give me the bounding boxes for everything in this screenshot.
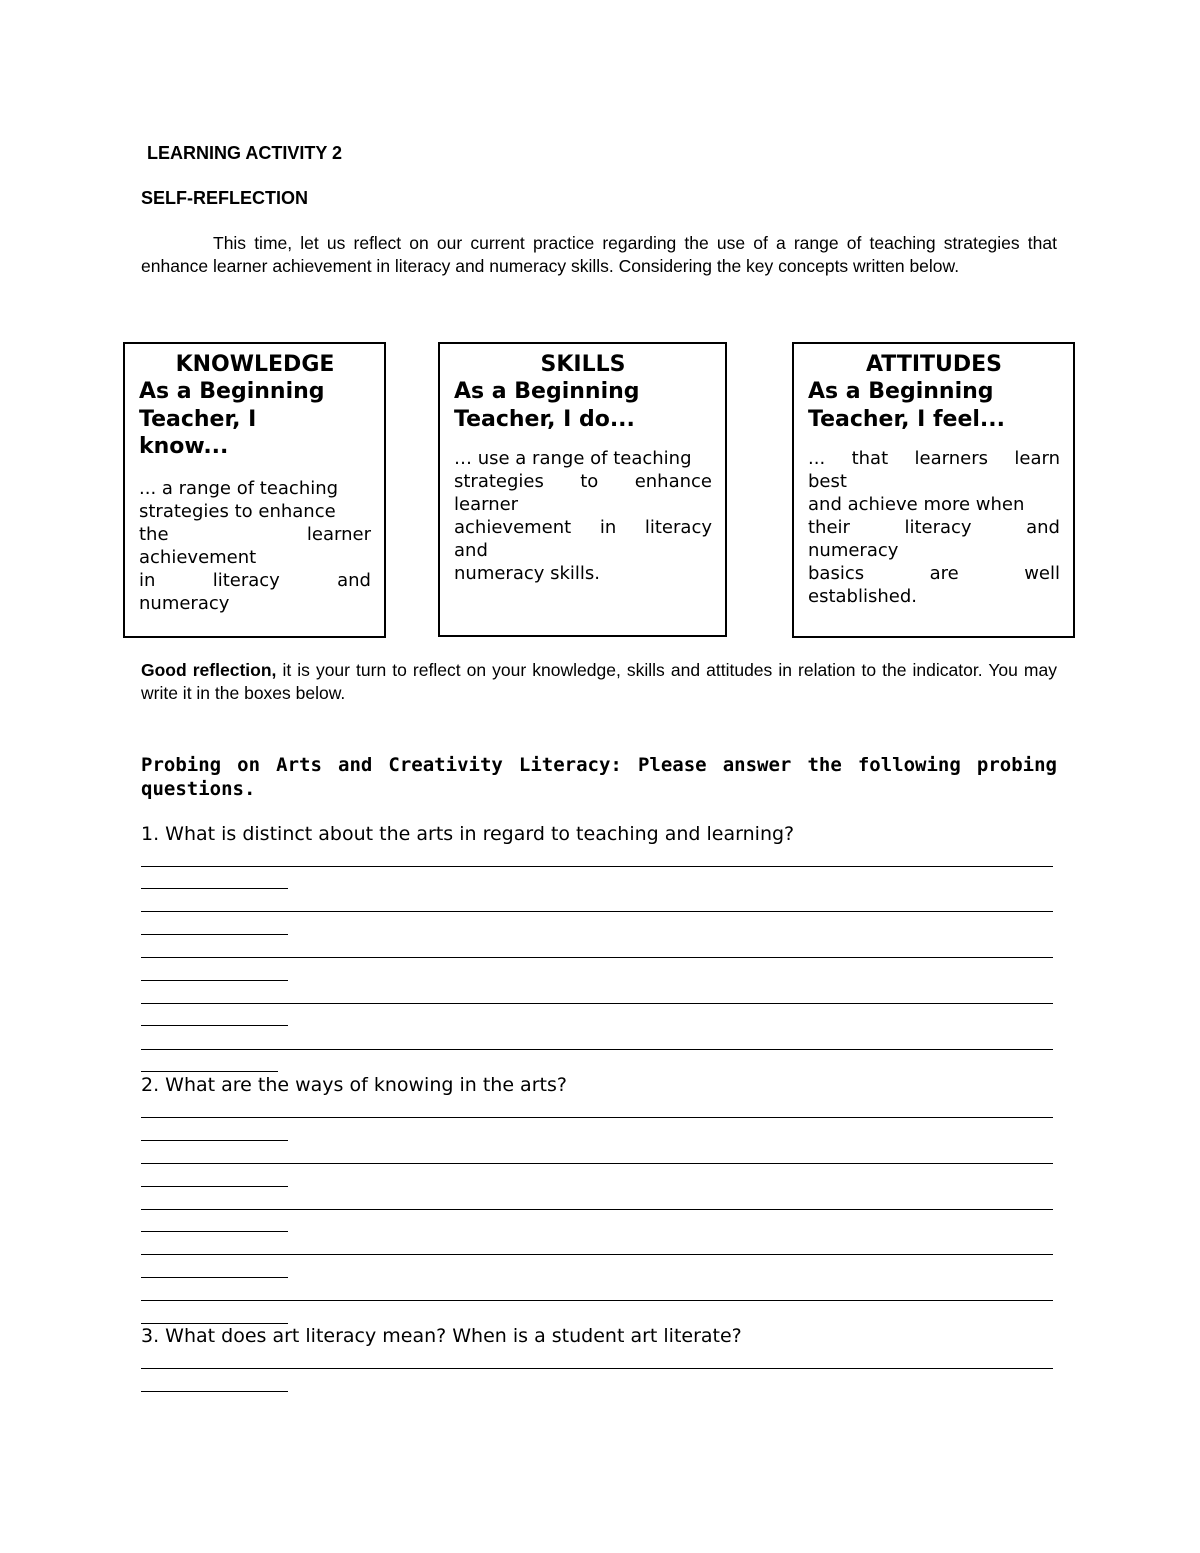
skills-box xyxy=(438,342,727,637)
skills-body xyxy=(454,447,712,585)
answer-line[interactable] xyxy=(141,1186,288,1187)
answer-line[interactable] xyxy=(141,1025,288,1026)
probing-heading-line: Probing on Arts and Creativity Literacy: Please answer the following probing xyxy=(141,754,1057,776)
attitudes-body-line: their literacy and xyxy=(808,517,1060,538)
probing-heading xyxy=(141,753,1057,801)
knowledge-body-line: ... a range of teaching xyxy=(139,477,339,499)
attitudes-title: ATTITUDES xyxy=(865,352,1003,377)
knowledge-body-line: the learner xyxy=(139,523,371,545)
answer-line[interactable] xyxy=(141,1140,288,1141)
reflection-paragraph xyxy=(141,659,1057,705)
question-3: 3. What does art literacy mean? When is a student art literate? xyxy=(141,1325,742,1347)
answer-line[interactable] xyxy=(141,1049,1053,1050)
answer-line[interactable] xyxy=(141,1209,1053,1210)
probing-heading-line: questions. xyxy=(141,778,256,800)
question-2: 2. What are the ways of knowing in the arts? xyxy=(141,1074,567,1096)
intro-paragraph: This time, let us reflect on our current practice regarding the use of a range of teaching strategies that enhance learner achievement in literacy and numeracy skills. Considering the key concepts written below. xyxy=(141,233,1057,276)
attitudes-subtitle-line: As a Beginning xyxy=(808,379,994,404)
skills-body-line: numeracy skills. xyxy=(454,563,601,584)
knowledge-subtitle-line: As a Beginning xyxy=(139,379,325,404)
skills-title: SKILLS xyxy=(540,352,626,377)
attitudes-box xyxy=(792,342,1075,638)
skills-body-line: … use a range of teaching xyxy=(454,448,692,469)
skills-subtitle-line: As a Beginning xyxy=(454,379,640,404)
attitudes-subtitle-line: Teacher, I feel... xyxy=(808,406,1005,432)
skills-body-line: achievement in literacy xyxy=(454,517,712,538)
answer-line[interactable] xyxy=(141,1071,278,1072)
answer-line[interactable] xyxy=(141,1368,1053,1369)
knowledge-subtitle-line: know... xyxy=(139,434,229,459)
knowledge-subtitle xyxy=(139,378,371,461)
reflection-text: it is your turn to reflect on your knowledge, skills and attitudes in relation to the indicator. You may write it in the boxes below. xyxy=(141,660,1057,703)
knowledge-body xyxy=(139,477,371,615)
answer-line[interactable] xyxy=(141,888,288,889)
answer-line[interactable] xyxy=(141,1231,288,1232)
answer-line[interactable] xyxy=(141,1117,1053,1118)
answer-line[interactable] xyxy=(141,1003,1053,1004)
activity-title: LEARNING ACTIVITY 2 xyxy=(147,143,343,163)
answer-line[interactable] xyxy=(141,1254,1053,1255)
answer-line[interactable] xyxy=(141,980,288,981)
skills-body-line: and xyxy=(454,540,488,561)
skills-body-line: strategies to enhance xyxy=(454,471,712,492)
reflection-lead: Good reflection, xyxy=(141,660,277,680)
knowledge-title: KNOWLEDGE xyxy=(175,352,335,377)
knowledge-body-line: achievement xyxy=(139,546,257,568)
answer-line[interactable] xyxy=(141,866,1053,867)
answer-line[interactable] xyxy=(141,1391,288,1392)
skills-subtitle-line: Teacher, I do... xyxy=(454,406,635,432)
knowledge-body-line: numeracy xyxy=(139,592,230,614)
answer-line[interactable] xyxy=(141,911,1053,912)
answer-line[interactable] xyxy=(141,957,1053,958)
knowledge-body-line: strategies to enhance xyxy=(139,500,336,522)
answer-line[interactable] xyxy=(141,1163,1053,1164)
attitudes-subtitle xyxy=(808,378,1060,433)
section-title: SELF-REFLECTION xyxy=(141,188,308,208)
question-1: 1. What is distinct about the arts in regard to teaching and learning? xyxy=(141,823,795,845)
skills-subtitle xyxy=(454,378,712,433)
attitudes-body-line: ... that learners learn xyxy=(808,448,1060,469)
skills-body-line: learner xyxy=(454,494,519,515)
attitudes-body-line: best xyxy=(808,471,847,492)
attitudes-body-line: and achieve more when xyxy=(808,494,1025,515)
attitudes-body-line: numeracy xyxy=(808,540,899,561)
knowledge-body-line: in literacy and xyxy=(139,569,371,591)
attitudes-body-line: basics are well xyxy=(808,563,1060,584)
knowledge-box xyxy=(123,342,386,638)
answer-line[interactable] xyxy=(141,1277,288,1278)
attitudes-body xyxy=(808,447,1060,608)
answer-line[interactable] xyxy=(141,1300,1053,1301)
attitudes-body-line: established. xyxy=(808,586,917,607)
knowledge-subtitle-line: Teacher, I xyxy=(139,406,257,432)
answer-line[interactable] xyxy=(141,934,288,935)
